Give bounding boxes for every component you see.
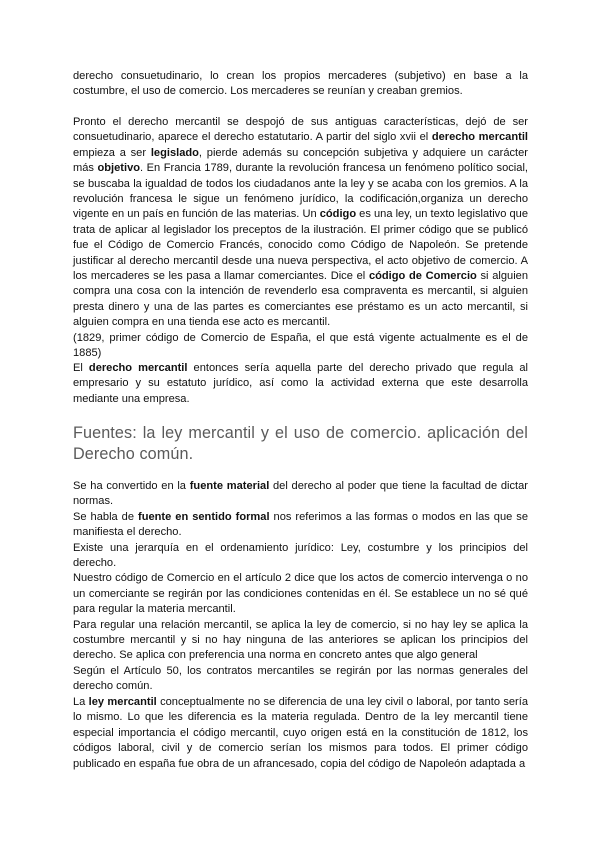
section-heading: Fuentes: la ley mercantil y el uso de comercio. aplicación del Derecho común. <box>73 424 528 463</box>
term-fuente-formal: fuente en sentido formal <box>138 510 270 523</box>
term-derecho-mercantil-def: derecho mercantil <box>88 362 188 374</box>
sources-line-material: Se ha convertido en la fuente material del derecho al poder que tiene la facultad de dictar normas. <box>73 480 528 508</box>
law-paragraph: La ley mercantil conceptualmente no se diferencia de una ley civil o laboral, por tanto sería lo mismo. Lo que les diferencia es la materia regulada. Dentro de la ley mercantil tiene especial importancia el código mercantil, cuyo origen está en la constitución de 1812, los códigos laboral, civil y de comercio serían los mismos para todos. El primer código publicado en españa fue obra de un afrancesado, copia del código de Napoleón adaptada a <box>73 696 529 770</box>
term-fuente-material: fuente material <box>189 480 270 492</box>
intro-paragraph: derecho consuetudinario, lo crean los propios mercaderes (subjetivo) en base a la costumbre, el uso de comercio. Los mercaderes se reunían y creaban gremios. <box>73 70 528 98</box>
term-objetivo: objetivo <box>97 162 141 175</box>
sources-block <box>73 479 528 695</box>
definition-paragraph: El derecho mercantil entonces sería aquella parte del derecho privado que regula al empresario y su estatuto jurídico, así como la actividad externa que este desarrolla mediante una empresa. <box>73 362 528 405</box>
sources-line-articulo-2: Nuestro código de Comercio en el artículo 2 dice que los actos de comercio intervenga o no un comerciante se regirán por las condiciones contenidas en él. Se establece un no sé qué para regular la materia mercantil. <box>73 572 528 616</box>
term-derecho-mercantil: derecho mercantil <box>431 131 528 144</box>
history-paragraph: Pronto el derecho mercantil se despojó de sus antiguas características, dejó de ser consuetudinario, aparece el derecho estatutario. A partir del siglo xvii el derecho mercantil empieza a ser legislado, pierde además su concepción subjetiva y adquiere un carácter más objetivo. En Francia 1789, durante la revolución francesa un fenómeno político social, se buscaba la igualdad de todos los ciudadanos ante la ley y se acaba con los gremios. A la revolución francesa le sigue un fenómeno jurídico, la codificación,organiza un derecho vigente en un país en función de las materias. Un código es una ley, un texto legislativo que trata de aplicar al legislador los preceptos de la ilustración. El primer código que se publicó fue el Código de Comercio Francés, conocido como Código de Napoleón. Se pretende justificar al derecho mercantil desde una nueva perspectiva, el acto objetivo de comercio. A los mercaderes se les pasa a llamar comerciantes. Dice el código de Comercio si alguien compra una cosa con la intención de revenderlo esa compraventa es mercantil, si alguien presta dinero y una de las partes es comerciantes ese préstamo es un acto mercantil, si alguien compra en una tienda ese acto es mercantil. (1829, primer código de Comercio de España, el que está vigente actualmente es el de 1885) <box>73 115 528 362</box>
history-note: (1829, primer código de Comercio de España, el que está vigente actualmente es el de 1885) <box>73 331 528 360</box>
term-codigo-comercio: código de Comercio <box>368 270 477 283</box>
sources-line-articulo-50: Según el Artículo 50, los contratos mercantiles se regirán por las normas generales del derecho común. <box>73 664 528 693</box>
term-ley-mercantil: ley mercantil <box>88 696 157 708</box>
sources-line-jerarquia: Existe una jerarquía en el ordenamiento jurídico: Ley, costumbre y los principios del derecho. <box>73 541 528 570</box>
sources-line-regular: Para regular una relación mercantil, se aplica la ley de comercio, si no hay ley se aplica la costumbre mercantil y si no hay ninguna de las anteriores se aplican los principios del derecho. Se aplica con preferencia una norma en concreto antes que algo general <box>73 618 528 662</box>
term-legislado: legislado <box>150 146 199 159</box>
sources-line-formal: Se habla de fuente en sentido formal nos referimos a las formas o modos en las que se manifiesta el derecho. <box>73 510 528 539</box>
term-codigo: código <box>319 208 357 221</box>
